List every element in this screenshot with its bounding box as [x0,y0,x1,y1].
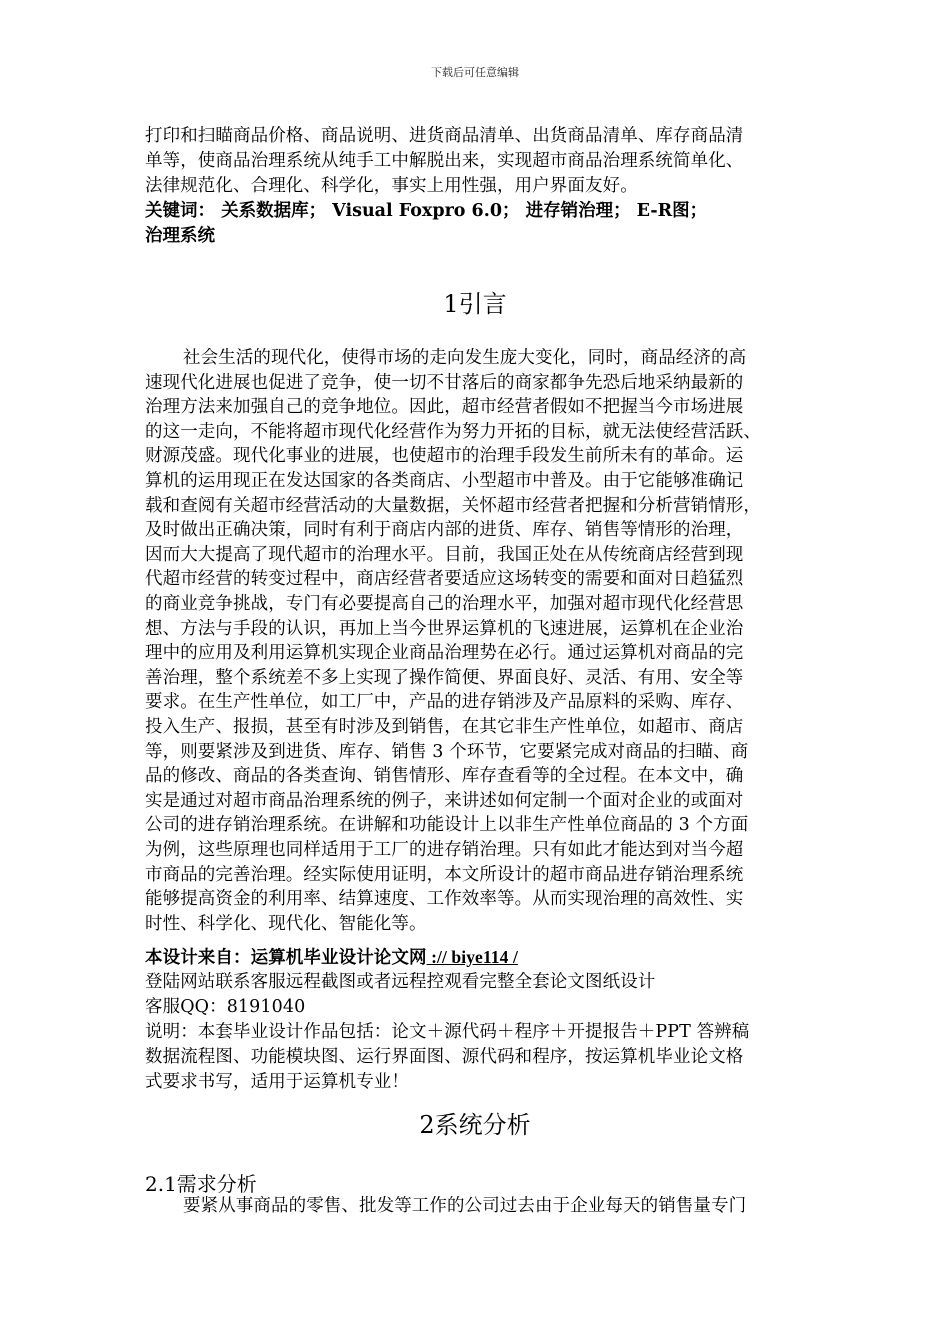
section-1-line: 投入生产、报损，甚至有时涉及到销售，在其它非生产性单位，如超市、商店 [145,717,744,737]
section-1-line: 善治理，整个系统差不多上实现了操作简便、界面良好、灵活、有用、安全等 [145,667,744,688]
section-1-line: 时性、科学化、现代化、智能化等。 [145,913,427,934]
keywords-line: 治理系统 [145,226,215,246]
section-1-line: 要求。在生产性单位，如工厂中，产品的进存销涉及产品原料的采购、库存、 [145,692,744,713]
section-1-line: 速现代化进展也促进了竞争，使一切不甘落后的商家都争先恐后地采纳最新的 [145,372,744,393]
section-1-line: 及时做出正确决策，同时有利于商店内部的进货、库存、销售等情形的治理， [145,520,744,541]
section-2-title: 2系统分析 [419,1111,531,1139]
section-1-line: 等，则要紧涉及到进货、库存、销售 3 个环节，它要紧完成对商品的扫瞄、商 [145,741,749,762]
section-1-line: 公司的进存销治理系统。在讲解和功能设计上以非生产性单位商品的 3 个方面 [145,815,749,836]
section-1-line: 载和查阅有关超市经营活动的大量数据，关怀超市经营者把握和分析营销情形， [145,495,761,516]
subsection-first-line: 要紧从事商品的零售、批发等工作的公司过去由于企业每天的销售量专门 [183,1196,747,1216]
section-1-line: 的商业竞争挑战，专门有必要提高自己的治理水平，加强对超市现代化经营思 [145,594,744,614]
section-1-line: 理中的应用及利用运算机实现企业商品治理势在必行。通过运算机对商品的完 [145,643,744,664]
info-line: 说明：本套毕业设计作品包括：论文＋源代码＋程序＋开提报告＋PPT 答辨稿 [145,1022,750,1042]
source-label: 本设计来自：运算机毕业设计论文网 [145,948,427,968]
section-1-line: 因而大大提高了现代超市的治理水平。目前，我国正处在从传统商店经营到现 [145,544,744,565]
info-line: 数据流程图、功能模块图、运行界面图、源代码和程序，按运算机毕业论文格 [145,1047,744,1067]
section-1-line: 的这一走向，不能将超市现代化经营作为努力开拓的目标，就无法使经营活跃、 [145,421,761,442]
section-1-line: 治理方法来加强自己的竞争地位。因此，超市经营者假如不把握当今市场进展 [145,397,744,418]
section-1-line: 代超市经营的转变过程中，商店经营者要适应这场转变的需要和面对日趋猛烈 [145,569,744,590]
section-1-line: 为例，这些原理也同样适用于工厂的进存销治理。只有如此才能达到对当今超 [145,840,744,860]
section-1-line: 实是通过对超市商品治理系统的例子，来讲述如何定制一个面对企业的或面对 [145,790,744,811]
section-1-line: 能够提高资金的利用率、结算速度、工作效率等。从而实现治理的高效性、实 [145,889,744,910]
abstract-line: 打印和扫瞄商品价格、商品说明、进货商品清单、出货商品清单、库存商品清 [145,126,744,146]
section-1-line: 市商品的完善治理。经实际使用证明，本文所设计的超市商品进存销治理系统 [145,864,744,885]
abstract-line: 单等，使商品治理系统从纯手工中解脱出来，实现超市商品治理系统简单化、 [145,151,744,171]
section-1-line: 社会生活的现代化，使得市场的走向发生庞大变化，同时，商品经济的高 [183,348,747,368]
section-1-title: 1引言 [443,290,507,318]
page-header-note: 下载后可任意编辑 [431,66,519,79]
keywords-line: 关键词： 关系数据库； Visual Foxpro 6.0； 进存销治理； E-R图； [145,201,708,221]
source-link[interactable]: :// biye114 / [426,947,518,967]
subsection-2-1-title: 2.1需求分析 [145,1172,257,1196]
info-line: 登陆网站联系客服远程截图或者远程控观看完整全套论文图纸设计 [145,972,656,992]
info-line: 客服QQ：8191040 [145,997,306,1017]
source-line [145,945,815,971]
section-1-line: 品的修改、商品的各类查询、销售情形、库存查看等的全过程。在本文中，确 [145,766,744,787]
section-1-line: 想、方法与手段的认识，再加上当今世界运算机的飞速进展，运算机在企业治 [145,618,744,639]
abstract-line: 法律规范化、合理化、科学化，事实上用性强，用户界面友好。 [145,176,638,196]
section-1-line: 财源茂盛。现代化事业的进展，也使超市的治理手段发生前所未有的革命。运 [145,446,744,467]
info-line: 式要求书写，适用于运算机专业！ [145,1072,409,1092]
section-1-line: 算机的运用现正在发达国家的各类商店、小型超市中普及。由于它能够准确记 [145,471,744,491]
